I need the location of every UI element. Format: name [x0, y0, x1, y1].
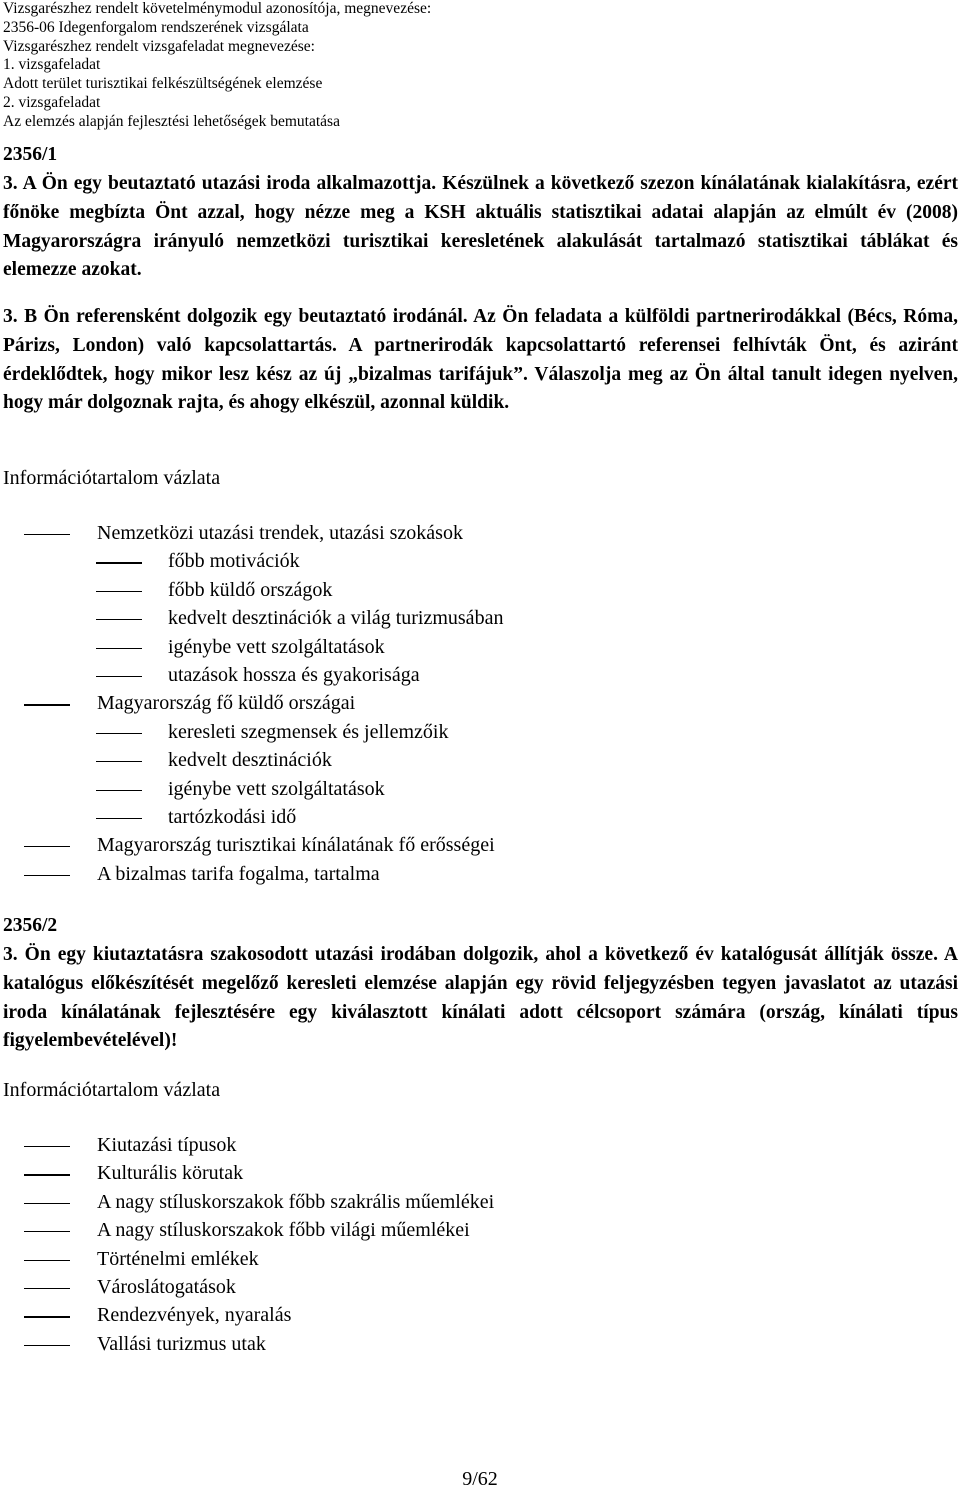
outline-item-text: főbb küldő országok: [168, 578, 333, 601]
outline-item-text: Történelmi emlékek: [97, 1247, 259, 1270]
dash-bullet-icon: [24, 1316, 70, 1317]
dash-bullet-icon: [96, 648, 142, 649]
header-line: Vizsgarészhez rendelt követelménymodul azonosítója, megnevezése:: [3, 0, 432, 17]
dash-bullet-icon: [96, 619, 142, 620]
outline-item-text: főbb motivációk: [168, 550, 300, 573]
dash-bullet-icon: [96, 591, 142, 592]
outline-item-text: Rendezvények, nyaralás: [97, 1304, 292, 1327]
section2-task: 3. Ön egy kiutaztatásra szakosodott utazási irodában dolgozik, ahol a következő év katalógusát állítják össze. A katalógus előkészítését megelőző keresleti elemzése alapján egy rövid feljegyzésben tegyen javaslatot az utazási iroda kínálatának fejlesztésére egy kiválasztott kínálati adott célcsoport számára (ország, kínálati típus figyelembevételével)!: [3, 944, 958, 1052]
outline-item: [0, 803, 955, 831]
outline-item: [0, 1159, 955, 1187]
dash-bullet-icon: [24, 1231, 70, 1232]
dash-bullet-icon: [96, 761, 142, 762]
outline-item-text: igénybe vett szolgáltatások: [168, 777, 385, 800]
dash-bullet-icon: [24, 704, 70, 705]
outline-item: [0, 746, 955, 774]
dash-bullet-icon: [24, 846, 70, 847]
outline-item: [0, 519, 955, 547]
dash-bullet-icon: [96, 733, 142, 734]
dash-bullet-icon: [96, 790, 142, 791]
section2-code: 2356/2: [3, 915, 58, 936]
outline-item-text: Magyarország fő küldő országai: [97, 692, 356, 715]
outline-item-text: igénybe vett szolgáltatások: [168, 635, 385, 658]
outline-item: [0, 689, 955, 717]
outline-item-text: utazások hossza és gyakorisága: [168, 663, 420, 686]
outline-item: [0, 1216, 955, 1244]
document-header: [3, 0, 953, 132]
outline-item: [0, 1131, 955, 1159]
header-line: Adott terület turisztikai felkészültségének elemzése: [3, 75, 323, 93]
dash-bullet-icon: [24, 1345, 70, 1346]
outline-item-text: Nemzetközi utazási trendek, utazási szokások: [97, 522, 463, 544]
dash-bullet-icon: [96, 562, 142, 563]
dash-bullet-icon: [24, 875, 70, 876]
section1-info-title: Információtartalom vázlata: [3, 467, 221, 489]
outline-item-text: kedvelt desztinációk: [168, 749, 332, 772]
outline-item-text: tartózkodási idő: [168, 805, 297, 828]
dash-bullet-icon: [24, 534, 70, 535]
outline-item-text: Kiutazási típusok: [97, 1134, 237, 1156]
outline-item: [0, 547, 955, 575]
outline-item: [0, 775, 955, 803]
outline-item-text: Városlátogatások: [97, 1275, 236, 1298]
outline-item: [0, 831, 955, 859]
outline-item: [0, 718, 955, 746]
header-line: Az elemzés alapján fejlesztési lehetőségek bemutatása: [3, 112, 340, 130]
header-line: Vizsgarészhez rendelt vizsgafeladat megnevezése:: [3, 37, 315, 55]
outline-item: [0, 860, 955, 888]
dash-bullet-icon: [24, 1288, 70, 1289]
outline-item: [0, 604, 955, 632]
header-line: 2. vizsgafeladat: [3, 93, 101, 111]
outline-item: [0, 661, 955, 689]
outline-item-text: A nagy stíluskorszakok főbb világi műemlékei: [97, 1219, 470, 1242]
outline-item-text: Kulturális körutak: [97, 1162, 244, 1185]
outline-item-text: kedvelt desztinációk a világ turizmusában: [168, 607, 504, 630]
section1-task-a: 3. A Ön egy beutaztató utazási iroda alkalmazottja. Készülnek a következő szezon kínálatának kialakításra, ezért főnöke megbízta Önt azzal, hogy nézze meg a KSH aktuális statisztikai adatai alapján az elmúlt év (2008) Magyarországra irányuló nemzetközi turisztikai keresletének alakulását tartalmazó statisztikai táblákat és elemezze azokat.: [3, 173, 958, 281]
outline-item-text: A nagy stíluskorszakok főbb szakrális műemlékei: [97, 1190, 495, 1213]
dash-bullet-icon: [24, 1146, 70, 1147]
section1-code: 2356/1: [3, 144, 58, 165]
section1-task-b: 3. B Ön referensként dolgozik egy beutaztató irodánál. Az Ön feladata a külföldi partnerirodákkal (Bécs, Róma, Párizs, London) való kapcsolattartás. A partnerirodák kapcsolattartó referensei felhívták Önt, és aziránt érdeklődtek, hogy mikor lesz kész az új „bizalmas tarifájuk”. Válaszolja meg az Ön által tanult idegen nyelven, hogy már dolgoznak rajta, és ahogy elkészül, azonnal küldik.: [3, 306, 958, 414]
outline-item-text: A bizalmas tarifa fogalma, tartalma: [97, 862, 380, 885]
outline-item: [0, 576, 955, 604]
outline-item: [0, 1188, 955, 1216]
outline-item: [0, 1273, 955, 1301]
header-line: 2356-06 Idegenforgalom rendszerének vizsgálata: [3, 18, 309, 36]
header-line: 1. vizsgafeladat: [3, 56, 101, 74]
dash-bullet-icon: [96, 818, 142, 819]
section2-outline: [0, 1131, 955, 1358]
dash-bullet-icon: [24, 1174, 70, 1175]
section2-info-title: Információtartalom vázlata: [3, 1079, 221, 1101]
page-number: 9/62: [462, 1468, 498, 1490]
outline-item-text: keresleti szegmensek és jellemzőik: [168, 720, 449, 743]
outline-item: [0, 1301, 955, 1329]
dash-bullet-icon: [96, 676, 142, 677]
outline-item: [0, 633, 955, 661]
dash-bullet-icon: [24, 1260, 70, 1261]
dash-bullet-icon: [24, 1203, 70, 1204]
section1-outline: [0, 519, 955, 888]
outline-item-text: Magyarország turisztikai kínálatának fő erősségei: [97, 834, 495, 857]
outline-item: [0, 1330, 955, 1358]
outline-item: [0, 1245, 955, 1273]
outline-item-text: Vallási turizmus utak: [97, 1332, 266, 1355]
